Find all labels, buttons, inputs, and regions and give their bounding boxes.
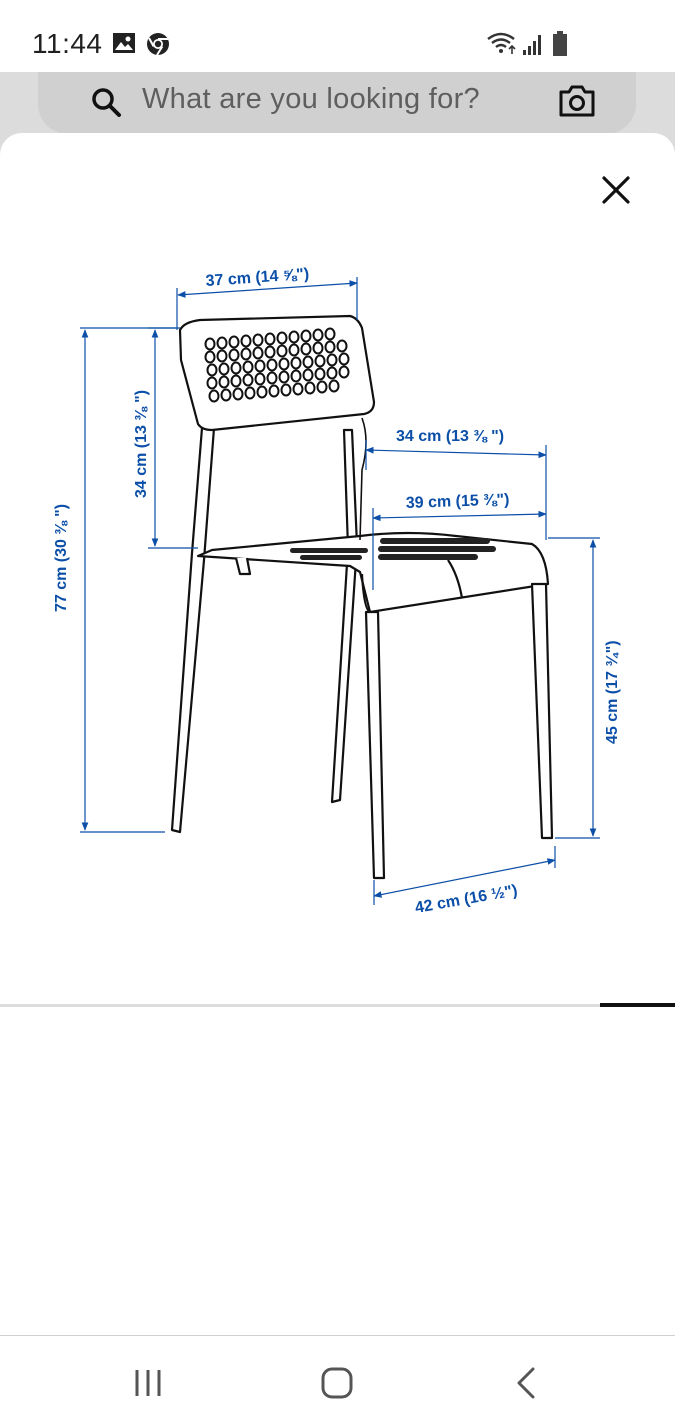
system-navigation-bar <box>0 1335 675 1426</box>
dimension-back-height: 34 cm (13 ⅜ ") <box>133 389 150 498</box>
close-icon[interactable] <box>596 170 636 210</box>
status-time: 11:44 <box>32 28 103 59</box>
home-icon[interactable] <box>307 1358 367 1408</box>
search-placeholder[interactable]: What are you looking for? <box>142 83 480 115</box>
search-input[interactable] <box>38 72 636 134</box>
signal-icon <box>522 32 544 56</box>
dimension-overall-width: 42 cm (16 ½") <box>413 882 519 917</box>
carousel-track <box>0 1004 675 1007</box>
dimension-total-height: 77 cm (30 ⅜ ") <box>53 503 70 612</box>
carousel-indicator <box>600 1003 675 1007</box>
battery-icon <box>552 30 568 58</box>
dimension-seat-depth: 34 cm (13 ⅜ ") <box>396 428 505 445</box>
chrome-icon <box>146 32 170 56</box>
image-icon <box>112 32 136 54</box>
dimension-seat-height: 45 cm (17 ¾") <box>604 640 621 744</box>
search-icon[interactable] <box>90 86 122 118</box>
back-icon[interactable] <box>496 1358 556 1408</box>
dimension-seat-width: 39 cm (15 ⅜") <box>405 491 510 512</box>
dimension-back-width: 37 cm (14 ⅝") <box>205 265 310 290</box>
recent-apps-icon[interactable] <box>118 1358 178 1408</box>
chair-dimension-diagram <box>0 230 675 950</box>
camera-icon[interactable] <box>558 84 596 118</box>
wifi-icon <box>486 30 520 56</box>
status-bar <box>0 0 675 72</box>
